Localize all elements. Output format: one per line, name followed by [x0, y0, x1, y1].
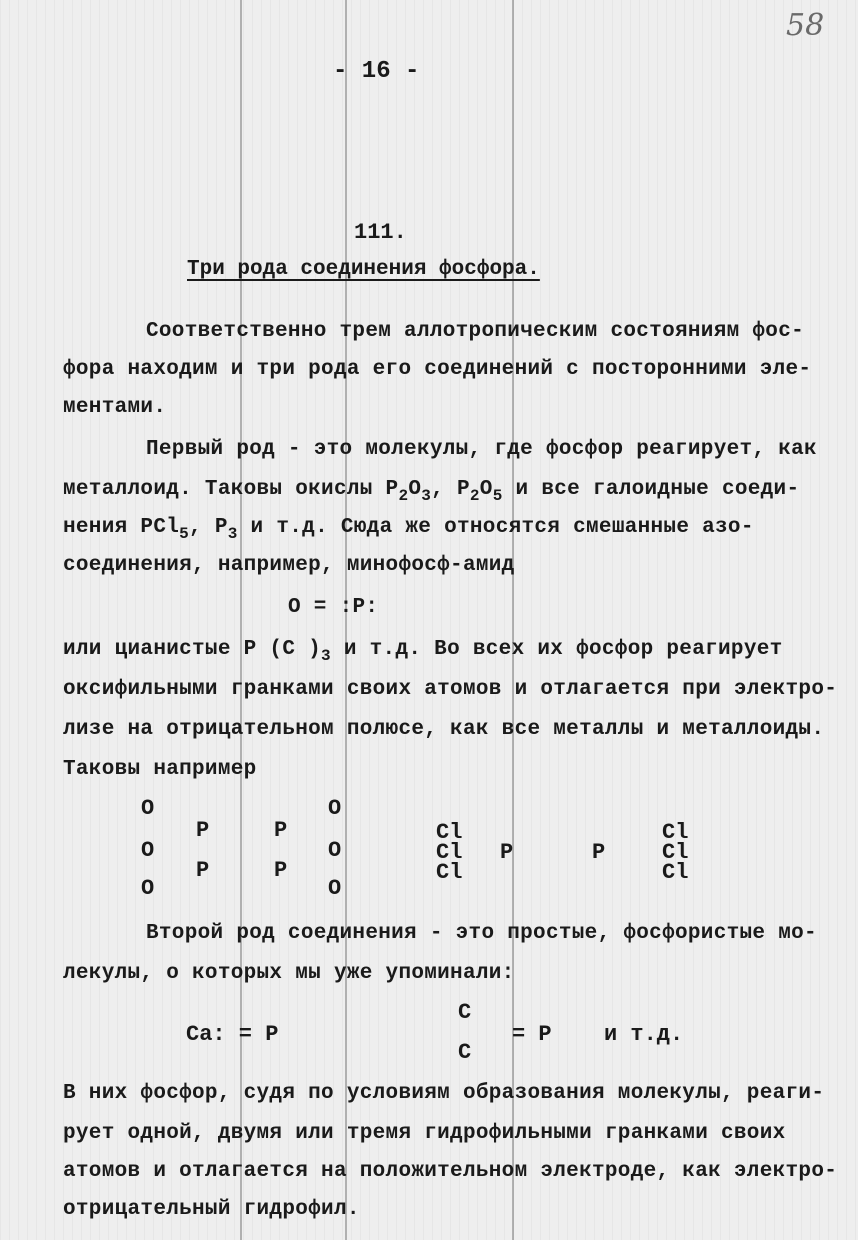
formula: Ca: = P	[186, 1022, 279, 1047]
scan-streak	[345, 0, 347, 1240]
text-line: Таковы например	[63, 758, 257, 781]
atom-o: O	[328, 838, 342, 863]
atom-p: P	[196, 858, 210, 883]
atom-cl: Cl	[436, 860, 463, 885]
text-line: Соответственно трем аллотропическим состояниям фос-	[146, 320, 805, 343]
scan-streak	[240, 0, 242, 1240]
text-line: Второй род соединения - это простые, фосфористые мо-	[146, 922, 817, 945]
text-line: нения PCl$_5$, $P_3$ и т.д. Сюда же относятся смешанные азо-	[63, 516, 754, 543]
atom-cl: Cl	[662, 840, 689, 865]
atom-c: C	[458, 1040, 472, 1065]
text-line: рует одной, двумя или тремя гидрофильными гранками своих	[63, 1122, 786, 1145]
text-line: В них фосфор, судя по условиям образования молекулы, реаги-	[63, 1082, 825, 1105]
atom-p: P	[274, 818, 288, 843]
formula: O = :P:	[288, 596, 379, 619]
section-number: 111.	[354, 220, 407, 245]
section-title: Три рода соединения фосфора.	[187, 258, 540, 281]
page-number: - 16 -	[333, 58, 420, 85]
atom-p: P	[196, 818, 210, 843]
text-line: металлоид. Таковы окислы $P_2O_3$, $P_2O_5$ и все галоидные соеди-	[63, 478, 800, 505]
atom-o: O	[141, 876, 155, 901]
atom-o: O	[141, 796, 155, 821]
atom-o: O	[328, 876, 342, 901]
atom-p: P	[592, 840, 606, 865]
text-line: лизе на отрицательном полюсе, как все металлы и металлоиды.	[63, 718, 825, 741]
text-line: лекулы, о которых мы уже упоминали:	[63, 962, 515, 985]
atom-cl: Cl	[436, 840, 463, 865]
handwritten-page-number: 58	[786, 8, 825, 43]
atom-cl: Cl	[662, 820, 689, 845]
text-line: отрицательный гидрофил.	[63, 1198, 360, 1221]
atom-o: O	[328, 796, 342, 821]
text-line: Первый род - это молекулы, где фосфор реагирует, как	[146, 438, 817, 461]
text-line: атомов и отлагается на положительном электроде, как электро-	[63, 1160, 838, 1183]
formula: и т.д.	[604, 1022, 684, 1047]
text-line: фора находим и три рода его соединений с посторонними эле-	[63, 358, 812, 381]
atom-c: C	[458, 1000, 472, 1025]
atom-p: P	[274, 858, 288, 883]
atom-o: O	[141, 838, 155, 863]
atom-cl: Cl	[436, 820, 463, 845]
scan-streak	[512, 0, 514, 1240]
formula: = P	[512, 1022, 552, 1047]
atom-p: P	[500, 840, 514, 865]
text-line: оксифильными гранками своих атомов и отлагается при электро-	[63, 678, 838, 701]
text-line: соединения, например, минофосф-амид	[63, 554, 515, 577]
text-line: или цианистые P (C )$_3$ и т.д. Во всех их фосфор реагирует	[63, 638, 783, 665]
text-line: ментами.	[63, 396, 167, 419]
atom-cl: Cl	[662, 860, 689, 885]
